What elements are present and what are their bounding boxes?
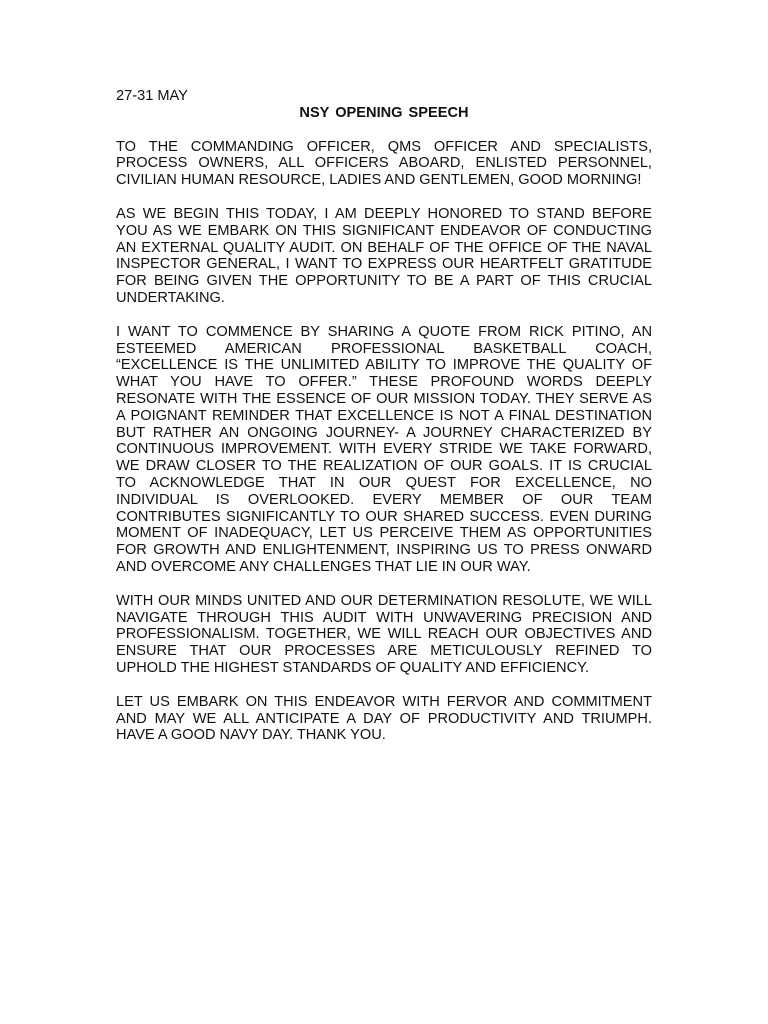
quote-paragraph: I WANT TO COMMENCE BY SHARING A QUOTE FROM RICK PITINO, AN ESTEEMED AMERICAN PROFESSIONAL BASKETBALL COACH, “EXCELLENCE IS THE UNLIMITED ABILITY TO IMPROVE THE QUALITY OF WHAT YOU HAVE TO OFFER.” THESE PROFOUND WORDS DEEPLY RESONATE WITH THE ESSENCE OF OUR MISSION TODAY. THEY SERVE AS A POIGNANT REMINDER THAT EXCELLENCE IS NOT A FINAL DESTINATION BUT RATHER AN ONGOING JOURNEY- A JOURNEY CHARACTERIZED BY CONTINUOUS IMPROVEMENT. WITH EVERY STRIDE WE TAKE FORWARD, WE DRAW CLOSER TO THE REALIZATION OF OUR GOALS. IT IS CRUCIAL TO ACKNOWLEDGE THAT IN OUR QUEST FOR EXCELLENCE, NO INDIVIDUAL IS OVERLOOKED. EVERY MEMBER OF OUR TEAM CONTRIBUTES SIGNIFICANTLY TO OUR SHARED SUCCESS. EVEN DURING MOMENT OF INADEQUACY, LET US PERCEIVE THEM AS OPPORTUNITIES FOR GROWTH AND ENLIGHTENMENT, INSPIRING US TO PRESS ONWARD AND OVERCOME ANY CHALLENGES THAT LIE IN OUR WAY. (116, 323, 652, 575)
opening-paragraph: AS WE BEGIN THIS TODAY, I AM DEEPLY HONORED TO STAND BEFORE YOU AS WE EMBARK ON THIS SIGNIFICANT ENDEAVOR OF CONDUCTING AN EXTERNAL QUALITY AUDIT. ON BEHALF OF THE OFFICE OF THE NAVAL INSPECTOR GENERAL, I WANT TO EXPRESS OUR HEARTFELT GRATITUDE FOR BEING GIVEN THE OPPORTUNITY TO BE A PART OF THIS CRUCIAL UNDERTAKING. (116, 205, 652, 306)
closing-paragraph: LET US EMBARK ON THIS ENDEAVOR WITH FERVOR AND COMMITMENT AND MAY WE ALL ANTICIPATE A DAY OF PRODUCTIVITY AND TRIUMPH. HAVE A GOOD NAVY DAY. THANK YOU. (116, 693, 652, 744)
document-title: NSY OPENING SPEECH (299, 104, 469, 121)
document-date: 27-31 MAY (116, 88, 188, 104)
salutation-paragraph: TO THE COMMANDING OFFICER, QMS OFFICER AND SPECIALISTS, PROCESS OWNERS, ALL OFFICERS ABOARD, ENLISTED PERSONNEL, CIVILIAN HUMAN RESOURCE, LADIES AND GENTLEMEN, GOOD MORNING! (116, 138, 652, 189)
document-page (116, 88, 652, 744)
determination-paragraph: WITH OUR MINDS UNITED AND OUR DETERMINATION RESOLUTE, WE WILL NAVIGATE THROUGH THIS AUDIT WITH UNWAVERING PRECISION AND PROFESSIONALISM. TOGETHER, WE WILL REACH OUR OBJECTIVES AND ENSURE THAT OUR PROCESSES ARE METICULOUSLY REFINED TO UPHOLD THE HIGHEST STANDARDS OF QUALITY AND EFFICIENCY. (116, 592, 652, 676)
